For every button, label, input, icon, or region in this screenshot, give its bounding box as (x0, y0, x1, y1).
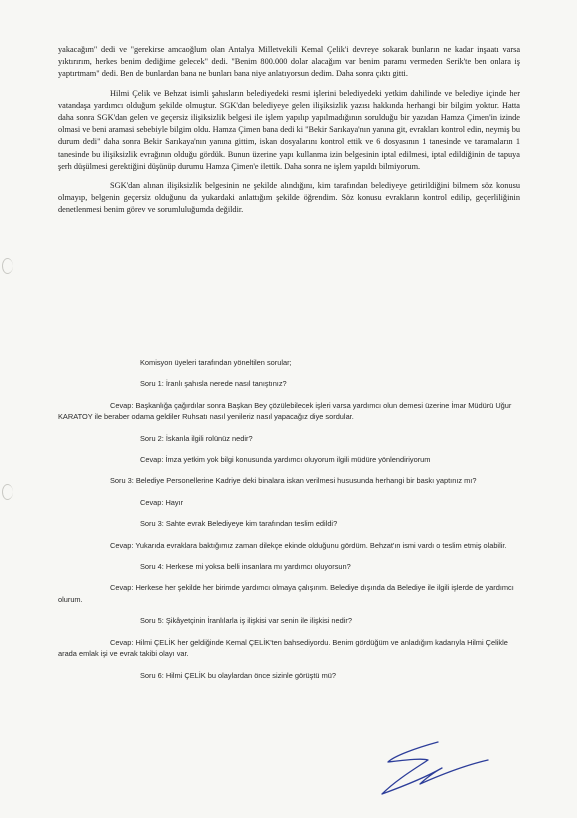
signature (376, 736, 496, 806)
answer-line: Cevap: Yukarıda evraklara baktığımız zaman dilekçe ekinde olduğunu gördüm. Behzat'ın ismi vardı o teslim etmiş olabilir. (110, 540, 507, 550)
questions-section (58, 357, 520, 681)
question-line: Soru 2: İskanla ilgili rolünüz nedir? (140, 433, 253, 443)
answer-line: Cevap: Başkanlığa çağırdılar sonra Başkan Bey çözülebilecek işleri varsa yardımcı olun demesi üzerine İmar Müdürü Uğur KARATOY ile beraber odama geldiler Ruhsatı nasıl yenileriz nasıl yapacağız diye sordular. (58, 400, 512, 422)
punch-hole-mark (2, 258, 13, 274)
paragraph: SGK'dan alınan ilişiksizlik belgesinin ne şekilde alındığını, kim tarafından belediyeye getirildiğini bilmem söz konusu olmayıp, belgenin geçersiz olduğunu da yukardaki anlattığım şekilde öğrendim. Söz konusu evrakların kontrol edilip, geçerliliğinin denetlenmesi benim görev ve sorumluluğumda değildir. (58, 181, 520, 215)
paragraph: Hilmi Çelik ve Behzat isimli şahısların belediyedeki resmi işlerini belediyedeki yetkim dahilinde ve belediye içinde her vatandaşa yardımcı olduğum şekilde olmuştur. SGK'dan belediyeye gelen ilişiksizlik yazısı hakkında herhangi bir bilgim yoktur. Hatta daha sonra SGK'dan gelen ve geçersiz ilişiksizlik belgesi ile işlem yapılıp yapılmadığının sorulduğu bir yazıdan Hamza Çimen'in izinde olmasi ve beni aramasi sebebiyle bilgim oldu. Hamza Çimen bana dedi ki "Bekir Sarıkaya'nın yanına git, evrakları kontrol edin, neymiş bu durum dedi" daha sonra Bekir Sarıkaya'nın yanına gittim, iskan dosyalarını kontrol ettik ve 6 dosyasının 1 tanesinde ve taramaların 1 tanesinde bu ilişiksizlik evrağının olduğu gördük. Bunun üzerine yapı kullanma izin belgesinin iptal edilmesi, iptal edildiğinin de tapuya şerh düşülmesi gerektiğini düşünüp durumu Hamza Çimen'e ilettik. Daha sonra ne işlem yapıldı bilmiyorum. (58, 88, 520, 171)
question-line: Soru 3: Belediye Personellerine Kadriye deki binalara iskan verilmesi hususunda herhangi bir baskı yaptınız mı? (110, 476, 477, 486)
question-line: Soru 1: İranlı şahısla nerede nasıl tanıştınız? (140, 379, 287, 389)
punch-hole-mark (2, 484, 13, 500)
question-line: Soru 4: Herkese mi yoksa belli insanlara mı yardımcı oluyorsun? (140, 562, 351, 572)
answer-line: Cevap: Hayır (140, 497, 184, 507)
statement-body (58, 44, 520, 217)
answer-line: Cevap: İmza yetkim yok bilgi konusunda yardımcı oluyorum ilgili müdüre yönlendiriyorum (140, 455, 431, 465)
question-line: Soru 5: Şikâyetçinin İranlılarla iş ilişkisi var senin ile ilişkisi nedir? (140, 616, 352, 626)
question-line: Soru 3: Sahte evrak Belediyeye kim tarafından teslim edildi? (140, 519, 338, 529)
answer-line: Cevap: Hilmi ÇELİK her geldiğinde Kemal ÇELİK'ten bahsediyordu. Benim gördüğüm ve anladığım kadarıyla Hilmi Çelikle arada emlak işi ve evrak takibi olayı var. (58, 637, 508, 659)
question-line: Soru 6: Hilmi ÇELİK bu olaylardan önce sizinle görüştü mü? (140, 670, 336, 680)
answer-line: Cevap: Herkese her şekilde her birimde yardımcı olmaya çalışırım. Belediye dışında da Belediye ile ilgili işlerde de yardımcı olurum. (58, 583, 514, 604)
paragraph: yakacağım" dedi ve "gerekirse amcaoğlum olan Antalya Milletvekili Kemal Çelik'i devreye sokarak bunların ne kadar inşaatı varsa yıktırırım, herkes benim dediğime gelecek" dedi. "Benim 800.000 dolar alacağım var benim paramı vermeden Serik'te ben onlara iş yaptırtmam" dedi. Ben de bunlardan bana ne bunları bana niye anlatıyorsun dedim. Daha sonra çıktı gitti. (58, 45, 520, 79)
qa-line: Komisyon üyeleri tarafından yöneltilen sorular; (140, 358, 292, 367)
